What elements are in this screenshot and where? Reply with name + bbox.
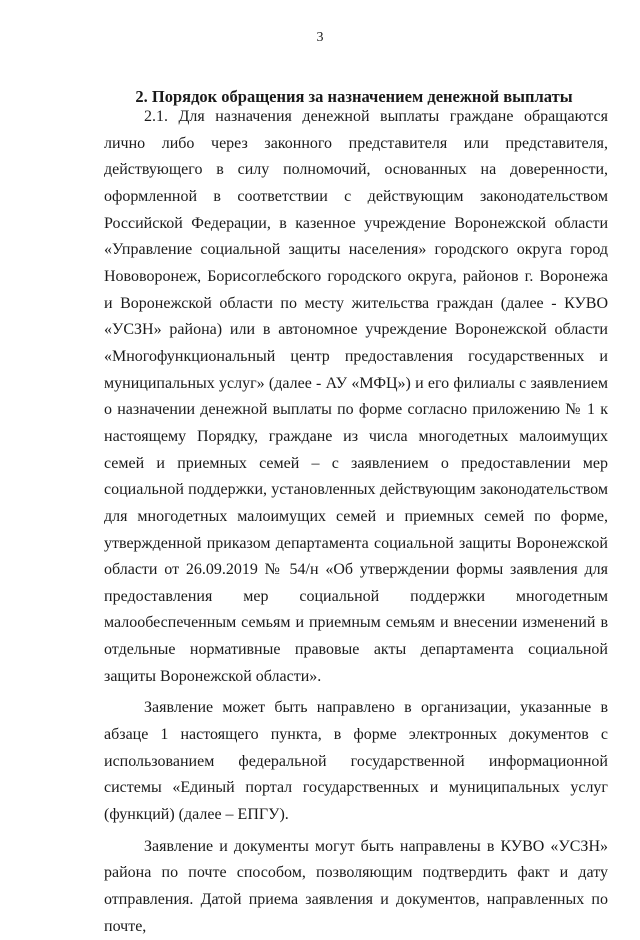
document-body xyxy=(104,104,608,940)
paragraph-2-1: 2.1. Для назначения денежной выплаты граждане обращаются лично либо через законного представителя или представителя, действующего в силу полномочий, основанных на доверенности, оформленной в соответствии с действующим законодательством Российской Федерации, в казенное учреждение Воронежской области «Управление социальной защиты населения» городского округа город Нововоронеж, Борисоглебского городского округа, районов г. Воронежа и Воронежской области по месту жительства граждан (далее - КУВО «УСЗН» района) или в автономное учреждение Воронежской области «Многофункциональный центр предоставления государственных и муниципальных услуг» (далее - АУ «МФЦ») и его филиалы с заявлением о назначении денежной выплаты по форме согласно приложению № 1 к настоящему Порядку, граждане из числа многодетных малоимущих семей и приемных семей – с заявлением о предоставлении мер социальной поддержки, установленных действующим законодательством для многодетных малоимущих семей и приемных семей по форме, утвержденной приказом департамента социальной защиты Воронежской области от 26.09.2019 № 54/н «Об утверждении формы заявления для предоставления мер социальной поддержки многодетным малообеспеченным семьям и приемным семьям и внесении изменений в отдельные нормативные правовые акты департамента социальной защиты Воронежской области». xyxy=(104,108,608,685)
section-heading: 2. Порядок обращения за назначением денежной выплаты xyxy=(135,87,573,106)
page-number: 3 xyxy=(316,30,324,45)
paragraph-electronic-application: Заявление может быть направлено в организации, указанные в абзаце 1 настоящего пункта, в форме электронных документов с использованием федеральной государственной информационной системы «Единый портал государственных и муниципальных услуг (функций) (далее – ЕПГУ). xyxy=(104,699,608,824)
paragraph-postal-application: Заявление и документы могут быть направлены в КУВО «УСЗН» района по почте способом, позволяющим подтвердить факт и дату отправления. Датой приема заявления и документов, направленных по почте, xyxy=(104,837,608,935)
